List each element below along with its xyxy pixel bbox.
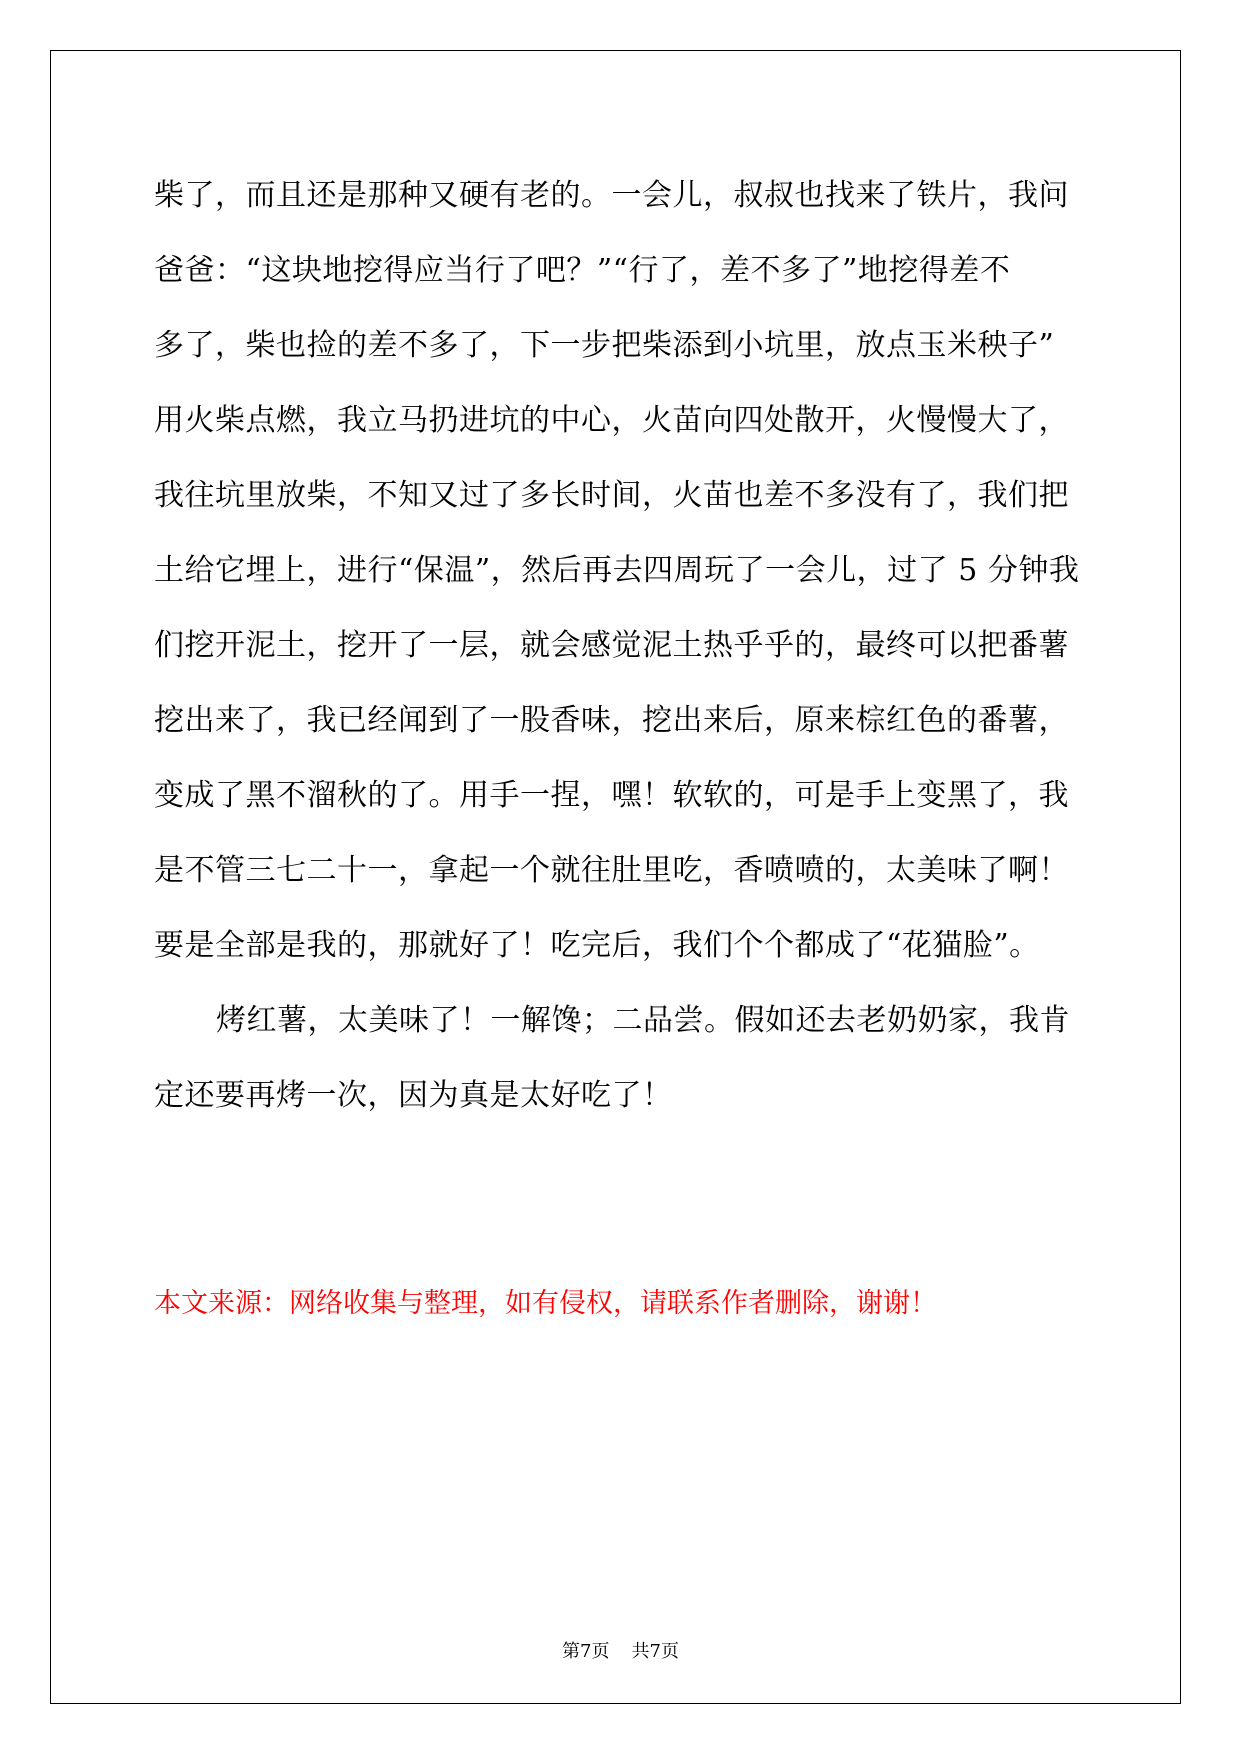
paragraph-line: 我往坑里放柴，不知又过了多长时间，火苗也差不多没有了，我们把 xyxy=(154,478,1069,513)
page-number-current: 第7页 xyxy=(562,1641,610,1662)
page-number-total: 共7页 xyxy=(631,1641,679,1662)
paragraph-line: 们挖开泥土，挖开了一层，就会感觉泥土热乎乎的，最终可以把番薯 xyxy=(154,628,1069,663)
paragraph-line: 用火柴点燃，我立马扔进坑的中心，火苗向四处散开，火慢慢大了， xyxy=(154,403,1069,438)
paragraph-line: 柴了，而且还是那种又硬有老的。一会儿，叔叔也找来了铁片，我问 xyxy=(154,178,1069,213)
page-footer xyxy=(0,1640,1241,1664)
paragraph-line: 爸爸：“这块地挖得应当行了吧？”“行了，差不多了”地挖得差不 xyxy=(154,253,1011,288)
source-note: 本文来源：网络收集与整理，如有侵权，请联系作者删除，谢谢！ xyxy=(154,1288,937,1319)
paragraph-line: 要是全部是我的，那就好了！吃完后，我们个个都成了“花猫脸”。 xyxy=(154,928,1040,963)
paragraph-line: 土给它埋上，进行“保温”，然后再去四周玩了一会儿，过了 5 分钟我 xyxy=(154,553,1080,588)
paragraph-line: 多了，柴也捡的差不多了，下一步把柴添到小坑里，放点玉米秧子” xyxy=(154,328,1055,363)
paragraph-line: 挖出来了，我已经闻到了一股香味，挖出来后，原来棕红色的番薯， xyxy=(154,703,1069,738)
paragraph-line: 烤红薯，太美味了！一解馋；二品尝。假如还去老奶奶家，我肯 xyxy=(216,1003,1070,1038)
paragraph-line: 是不管三七二十一，拿起一个就往肚里吃，香喷喷的，太美味了啊！ xyxy=(154,853,1069,888)
paragraph-line: 定还要再烤一次，因为真是太好吃了！ xyxy=(154,1078,673,1113)
paragraph-line: 变成了黑不溜秋的了。用手一捏，嘿！软软的，可是手上变黑了，我 xyxy=(154,778,1069,813)
document-body xyxy=(154,158,1094,1133)
